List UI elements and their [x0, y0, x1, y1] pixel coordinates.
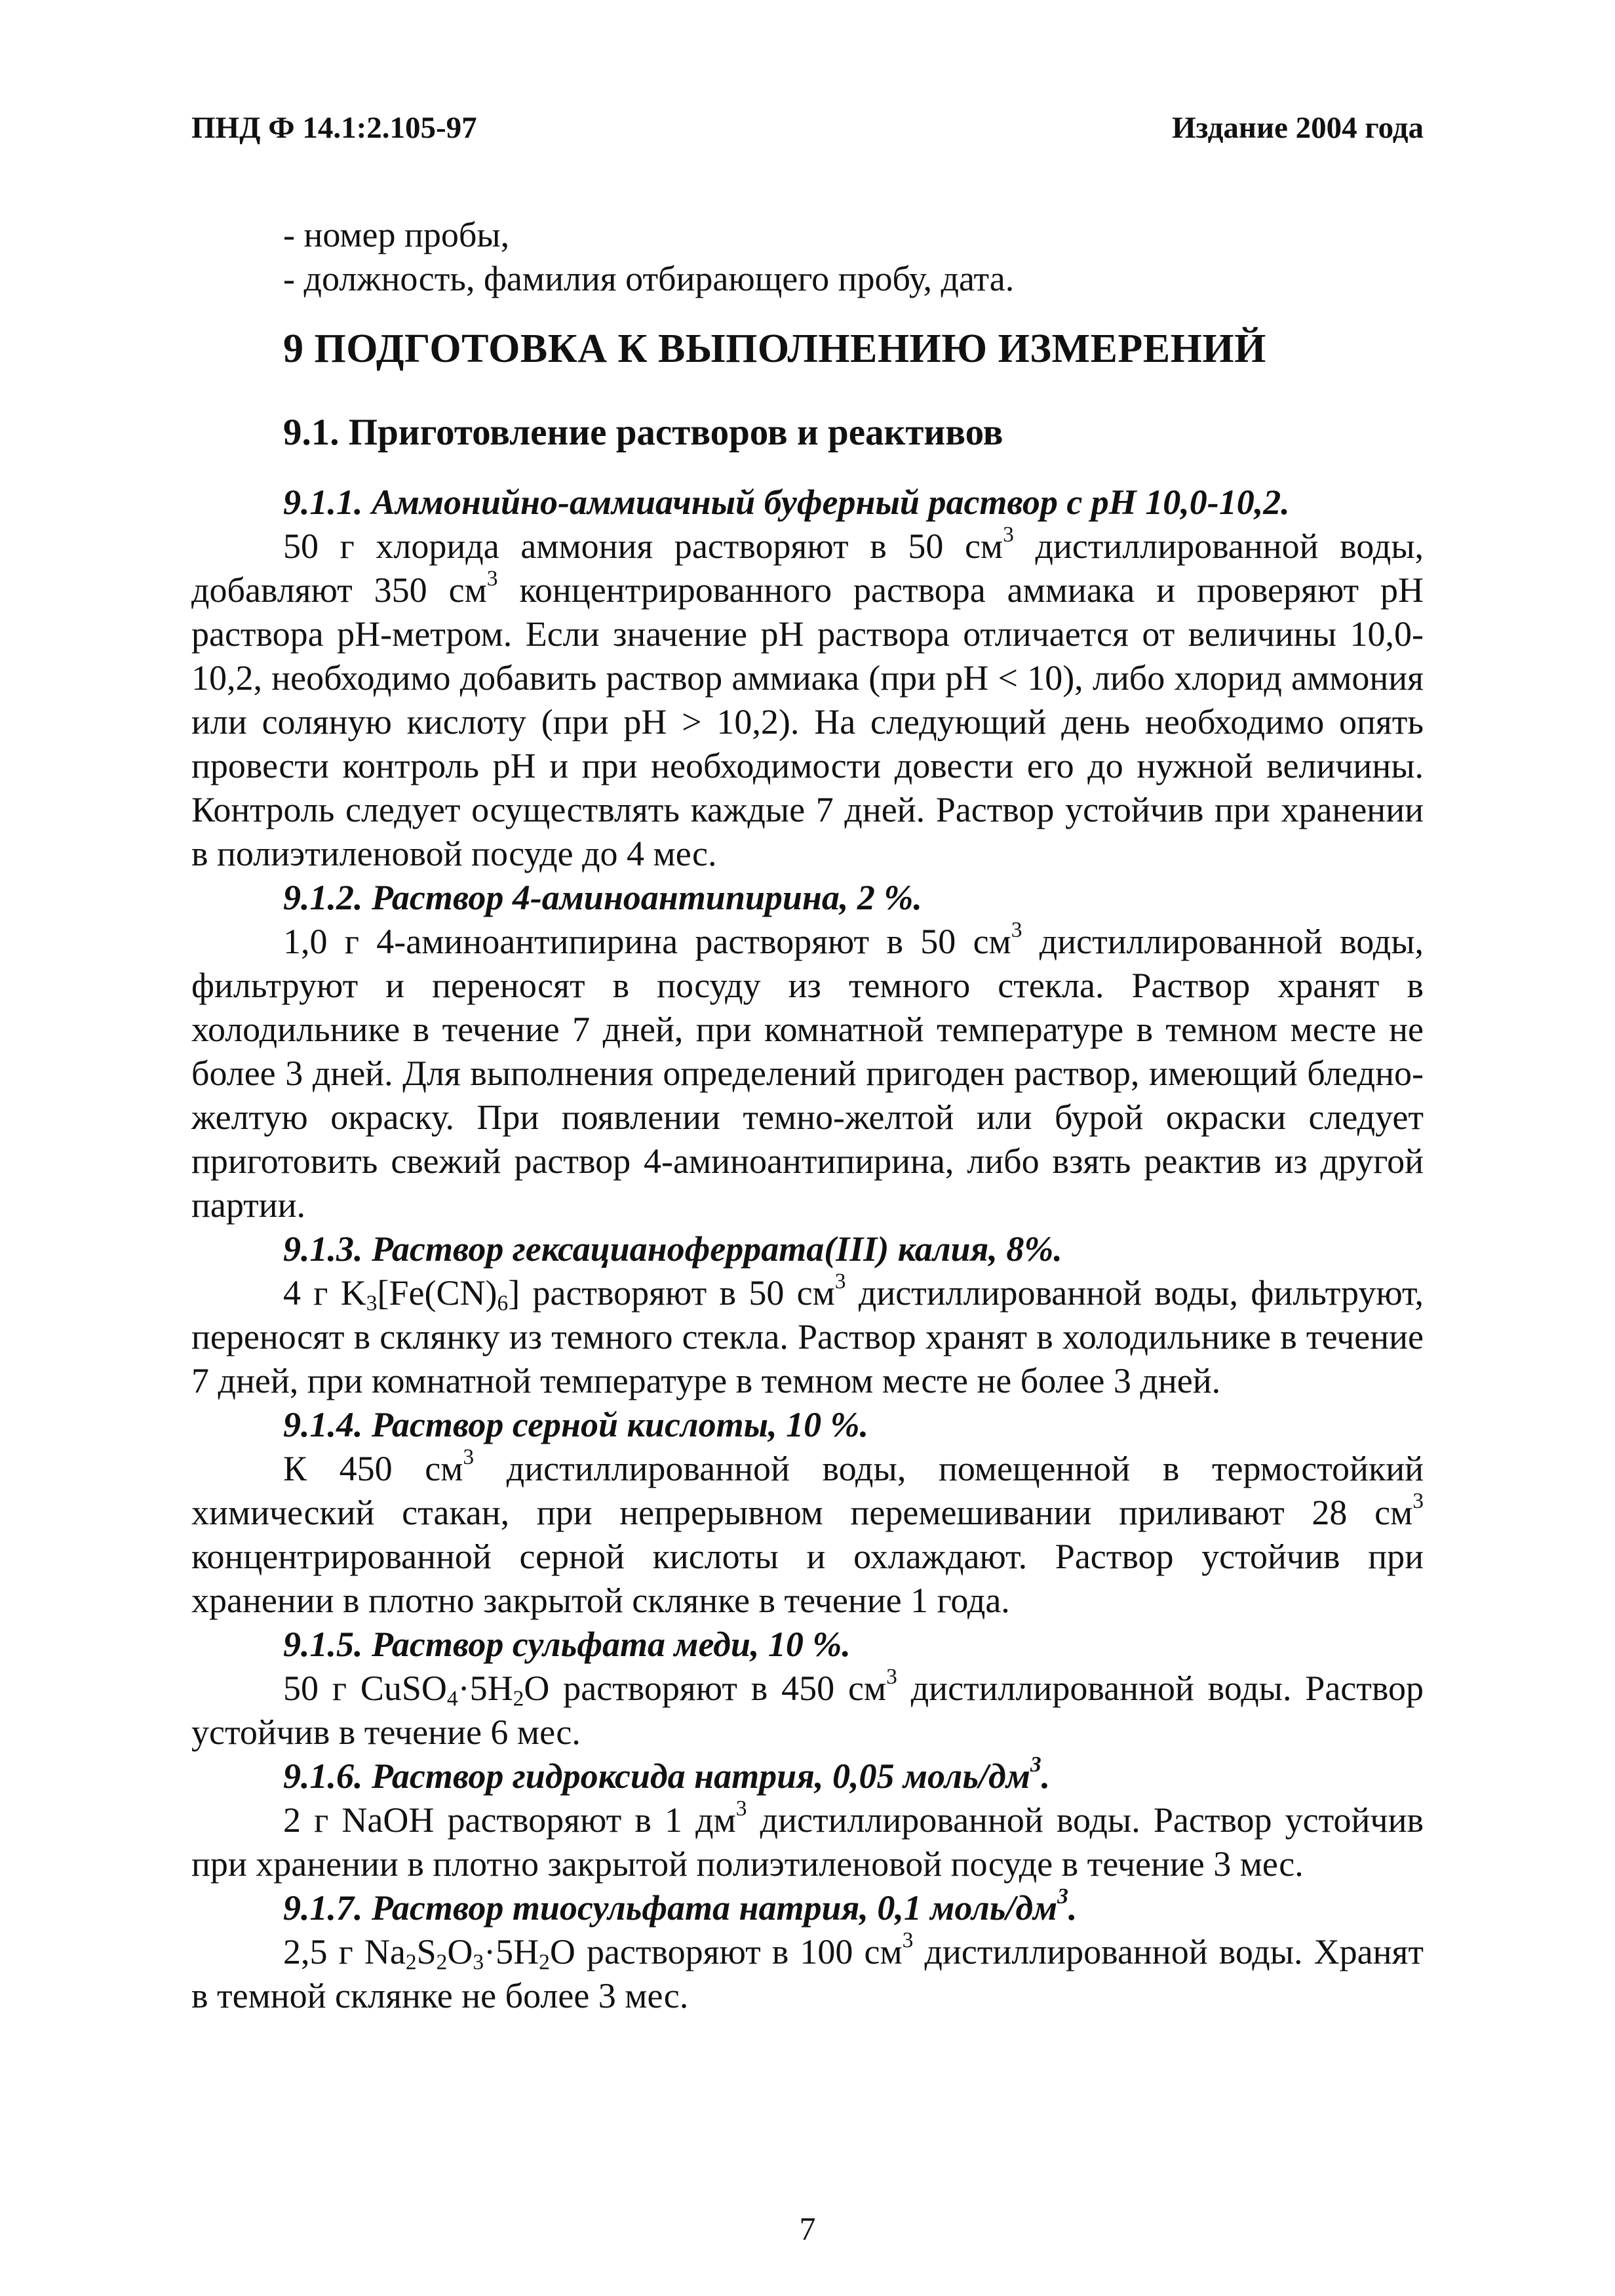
item-title: 9.1.3. Раствор гексацианоферрата(III) калия, 8%.: [283, 1229, 1062, 1269]
running-header: [191, 110, 1424, 156]
page-number: 7: [799, 2210, 816, 2247]
item-title: 9.1.2. Раствор 4-аминоантипирина, 2 %.: [283, 878, 922, 917]
item-title: 9.1.6. Раствор гидроксида натрия, 0,05 моль/$дм^3$.: [283, 1752, 1051, 1796]
document-code: ПНД Ф 14.1:2.105-97: [191, 111, 477, 145]
item-paragraph: К 450 $см^3$ дистиллированной воды, помещенной в термостойкий химический стакан, при непрерывном перемешивании приливают 28 $см^3$ концентрированной серной кислоты и охлаждают. Раствор устойчив при хранении в плотно закрытой склянке в течение 1 года.: [191, 1444, 1424, 1620]
item-paragraph: 1,0 г 4-аминоантипирина растворяют в 50 $см^3$ дистиллированной воды, фильтруют и переносят в посуду из темного стекла. Раствор хранят в холодильнике в течение 7 дней, при комнатной температуре в темном месте не более 3 дней. Для выполнения определений пригоден раствор, имеющий бледно-желтую окраску. При появлении темно-желтой или бурой окраски следует приготовить свежий раствор 4-аминоантипирина, либо взять реактив из другой партии.: [191, 917, 1424, 1225]
list-item: - должность, фамилия отбирающего пробу, дата.: [283, 259, 1015, 298]
item-title: 9.1.1. Аммонийно-аммиачный буферный раствор с pH 10,0-10,2.: [283, 483, 1290, 522]
page-body: [191, 213, 1424, 2018]
item-title: 9.1.7. Раствор тиосульфата натрия, 0,1 моль/$дм^3$.: [283, 1884, 1078, 1928]
item-paragraph: 4 г $K_3[Fe(CN)_6]$ растворяют в 50 $см^3$ дистиллированной воды, фильтруют, переносят в склянку из темного стекла. Раствор хранят в холодильнике в течение 7 дней, при комнатной температуре в темном месте не более 3 дней.: [191, 1269, 1424, 1400]
subsection-title: 9.1. Приготовление растворов и реактивов: [283, 412, 1003, 453]
item-title: 9.1.5. Раствор сульфата меди, 10 %.: [283, 1625, 851, 1664]
item-paragraph: 50 г $CuSO_4\cdot 5H_2O$ растворяют в 450 $см^3$ дистиллированной воды. Раствор устойчив в течение 6 мес.: [191, 1664, 1424, 1752]
item-paragraph: 2,5 г $Na_2S_2O_3\cdot 5H_2O$ растворяют в 100 $см^3$ дистиллированной воды. Хранят в темной склянке не более 3 мес.: [191, 1928, 1424, 2015]
edition-label: Издание 2004 года: [1172, 111, 1424, 145]
item-paragraph: 50 г хлорида аммония растворяют в 50 $см^3$ дистиллированной воды, добавляют 350 $см^3$ концентрированного раствора аммиака и проверяют pH раствора pH-метром. Если значение pH раствора отличается от величины 10,0-10,2, необходимо добавить раствор аммиака (при pH < 10), либо хлорид аммония или соляную кислоту (при pH > 10,2). На следующий день необходимо опять провести контроль pH и при необходимости довести его до нужной величины. Контроль следует осуществлять каждые 7 дней. Раствор устойчив при хранении в полиэтиленовой посуде до 4 мес.: [191, 522, 1424, 873]
item-paragraph: 2 г NaOH растворяют в 1 $дм^3$ дистиллированной воды. Раствор устойчив при хранении в плотно закрытой полиэтиленовой посуде в течение 3 мес.: [191, 1796, 1424, 1884]
item-title: 9.1.4. Раствор серной кислоты, 10 %.: [283, 1405, 869, 1444]
section-title: 9 ПОДГОТОВКА К ВЫПОЛНЕНИЮ ИЗМЕРЕНИЙ: [283, 327, 1266, 371]
list-item: - номер пробы,: [283, 215, 510, 254]
